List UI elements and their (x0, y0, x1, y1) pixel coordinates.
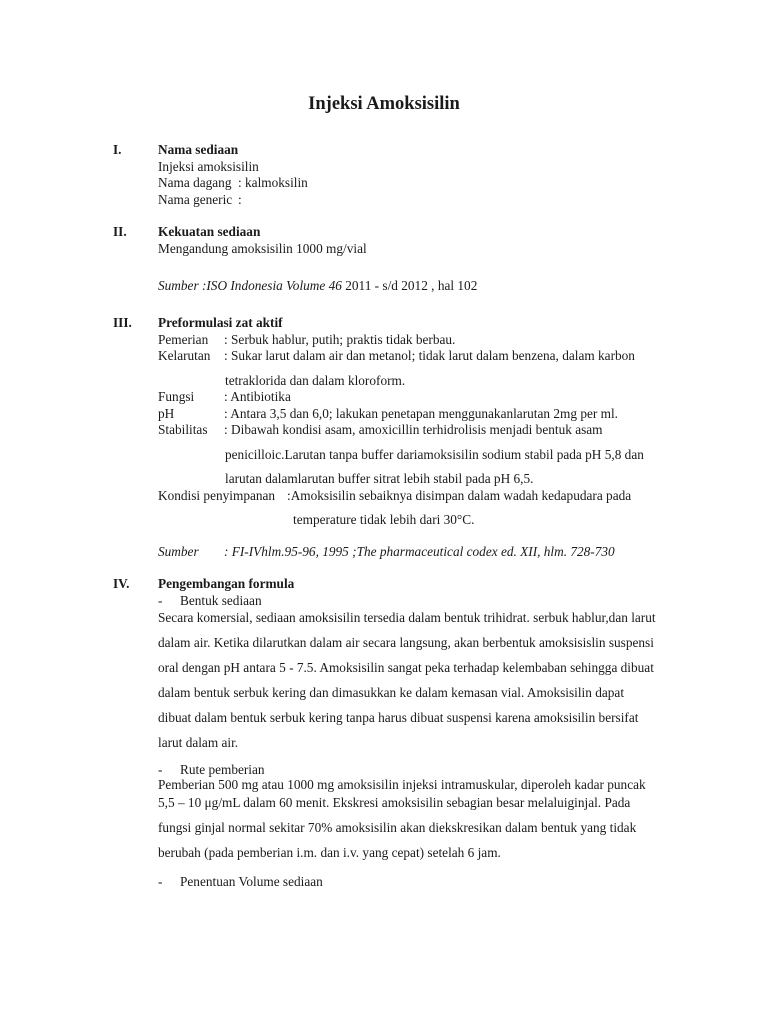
field-row (158, 422, 678, 439)
field-value: : Antara 3,5 dan 6,0; lakukan penetapan menggunakanlarutan 2mg per ml. (224, 405, 618, 421)
section-number: III. (113, 315, 132, 330)
field-label: Kondisi penyimpanan (158, 487, 276, 503)
continuation-line: tetraklorida dan dalam kloroform. (225, 372, 406, 388)
section-heading: Pengembangan formula (158, 576, 295, 591)
field-row (158, 348, 678, 365)
section-number: IV. (113, 576, 130, 591)
field-row (158, 488, 678, 505)
paragraph-line: larut dalam air. (158, 735, 239, 750)
field-label: Stabilitas (158, 422, 208, 437)
dash-bullet: - (158, 874, 163, 889)
subsection-label: Rute pemberian (180, 762, 265, 777)
subsection-label: Penentuan Volume sediaan (180, 874, 323, 889)
paragraph-line: dalam air. Ketika dilarutkan dalam air secara langsung, akan berbentuk amoksisislin suspensi (158, 635, 654, 650)
paragraph-line: berubah (pada pemberian i.m. dan i.v. yang cepat) setelah 6 jam. (158, 845, 501, 860)
paragraph-line: fungsi ginjal normal sekitar 70% amoksisilin akan diekskresikan dalam bentuk yang tidak (158, 820, 637, 835)
continuation-line: temperature tidak lebih dari 30°C. (293, 512, 475, 527)
paragraph-line: dibuat dalam bentuk serbuk kering tanpa harus dibuat suspensi karena amoksisilin bersifat (158, 710, 639, 725)
field-label: Nama dagang (158, 175, 232, 190)
source-label: Sumber (158, 543, 199, 559)
text-line: Injeksi amoksisilin (158, 158, 259, 174)
source-rest: 2011 - s/d 2012 , hal 102 (341, 278, 478, 293)
field-row (158, 332, 678, 349)
source-line (158, 278, 678, 295)
subsection-heading (158, 874, 678, 891)
dash-bullet: - (158, 592, 163, 608)
subsection-label: Bentuk sediaan (180, 592, 262, 608)
paragraph-line: oral dengan pH antara 5 - 7.5. Amoksisilin sangat peka terhadap kelembaban sehingga dibuat (158, 660, 654, 675)
field-label: Fungsi (158, 389, 195, 404)
section-heading: Nama sediaan (158, 142, 239, 157)
section-number: I. (113, 142, 122, 157)
paragraph (158, 605, 678, 755)
field-value: : Serbuk hablur, putih; praktis tidak berbau. (224, 331, 456, 347)
dash-bullet: - (158, 762, 163, 777)
field-row (158, 389, 678, 406)
continuation-line: penicilloic.Larutan tanpa buffer dariamoksisilin sodium stabil pada pH 5,8 dan (225, 446, 644, 462)
field-value: : Antibiotika (224, 389, 291, 404)
field-value: :Amoksisilin sebaiknya disimpan dalam wadah kedapudara pada (287, 487, 632, 503)
field-value: : (238, 191, 242, 207)
paragraph-line: dalam bentuk serbuk kering dan dimasukkan ke dalam kemasan vial. Amoksisilin dapat (158, 685, 625, 700)
section-heading: Kekuatan sediaan (158, 224, 261, 239)
source-line (158, 544, 678, 561)
paragraph-line: Pemberian 500 mg atau 1000 mg amoksisilin injeksi intramuskular, diperoleh kadar puncak (158, 776, 646, 792)
section-heading: Preformulasi zat aktif (158, 315, 283, 330)
field-value: : Sukar larut dalam air dan metanol; tidak larut dalam benzena, dalam karbon (224, 348, 635, 363)
paragraph-line: 5,5 – 10 μg/mL dalam 60 menit. Ekskresi amoksisilin sebagian besar melaluiginjal. Pada (158, 795, 631, 810)
document-title: Injeksi Amoksisilin (308, 94, 460, 114)
source-value: : FI-IVhlm.95-96, 1995 ;The pharmaceutical codex ed. XII, hlm. 728-730 (224, 543, 615, 559)
field-row (158, 175, 678, 192)
field-value: : kalmoksilin (238, 175, 308, 190)
field-row (158, 406, 678, 423)
section-number: II. (113, 224, 127, 239)
field-label: pH (158, 405, 175, 421)
paragraph (158, 790, 678, 865)
text-line: Mengandung amoksisilin 1000 mg/vial (158, 240, 367, 256)
field-row (158, 192, 678, 209)
field-value: : Dibawah kondisi asam, amoxicillin terhidrolisis menjadi bentuk asam (224, 422, 603, 437)
source-italic: Sumber :ISO Indonesia Volume 46 (158, 278, 342, 293)
field-label: Kelarutan (158, 348, 211, 363)
paragraph-line: Secara komersial, sediaan amoksisilin tersedia dalam bentuk trihidrat. serbuk hablur,dan larut (158, 610, 656, 625)
field-label: Pemerian (158, 331, 209, 347)
continuation-line: larutan dalamlarutan buffer sitrat lebih stabil pada pH 6,5. (225, 471, 534, 486)
field-label: Nama generic (158, 191, 233, 207)
